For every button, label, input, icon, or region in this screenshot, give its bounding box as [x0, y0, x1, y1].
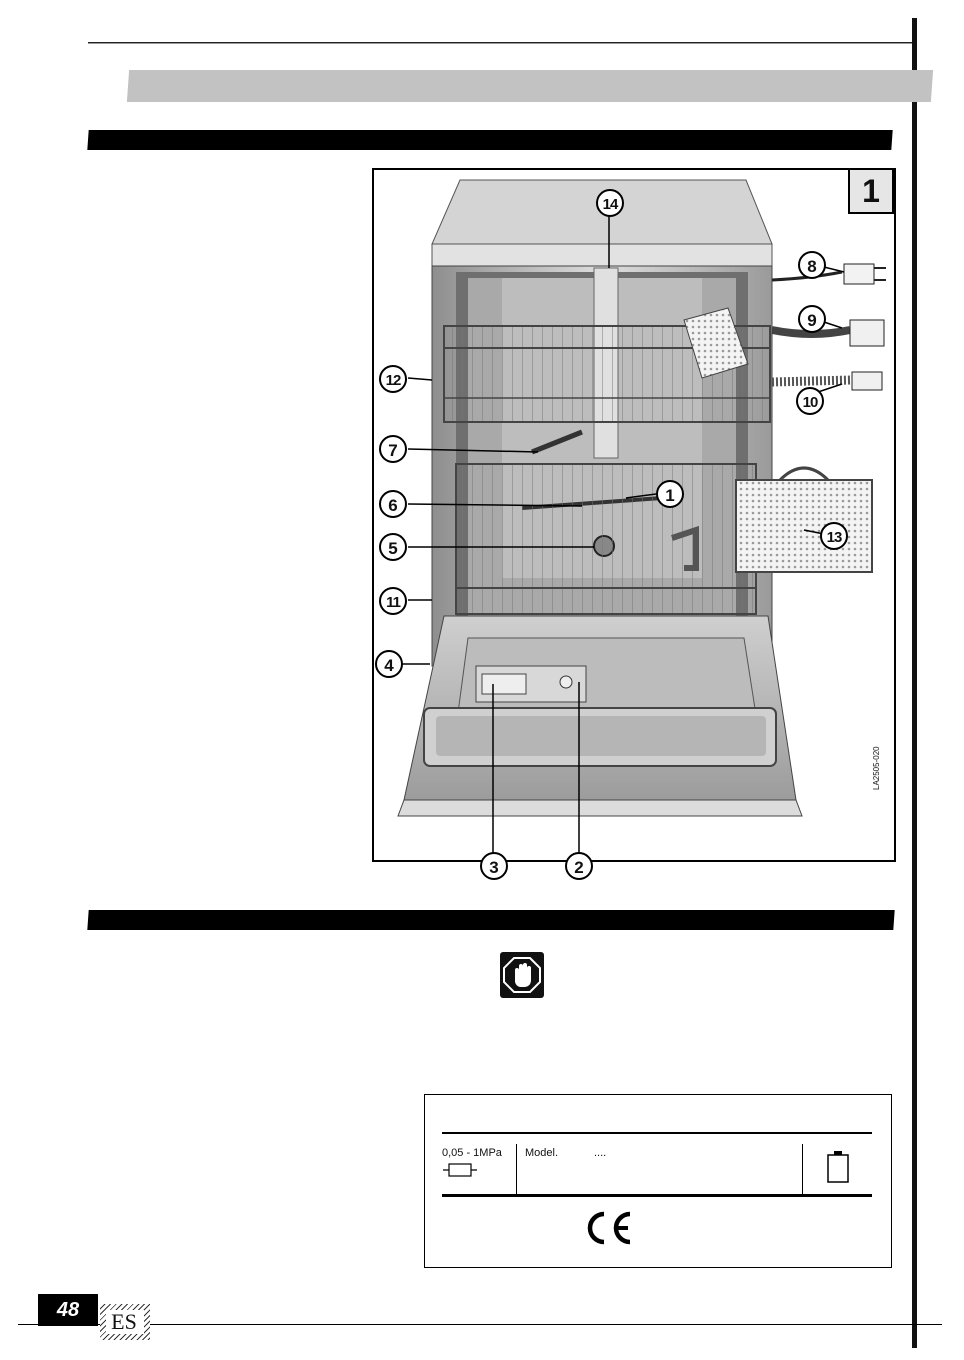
- callout-11: 11: [379, 587, 407, 615]
- callout-5: 5: [379, 533, 407, 561]
- callout-10: 10: [796, 387, 824, 415]
- page-number: 48: [38, 1294, 98, 1326]
- section-header-band: [87, 910, 894, 930]
- stop-hand-icon: [500, 952, 544, 998]
- callout-6: 6: [379, 490, 407, 518]
- callout-9: 9: [798, 305, 826, 333]
- language-code: ES: [111, 1309, 137, 1334]
- plate-divider: [442, 1194, 872, 1197]
- model-label: Model.: [525, 1147, 559, 1159]
- top-rule: [88, 42, 914, 44]
- rating-plate: [424, 1094, 892, 1268]
- bottom-rule: [18, 1324, 942, 1325]
- page-edge-bar: [912, 18, 917, 1348]
- pressure-rating: 0,05 - 1MPa: [442, 1147, 502, 1159]
- callout-8: 8: [798, 251, 826, 279]
- callout-13: 13: [820, 522, 848, 550]
- callout-4: 4: [375, 650, 403, 678]
- plate-divider: [516, 1144, 517, 1194]
- chapter-header-band: [127, 70, 933, 102]
- callout-1: 1: [656, 480, 684, 508]
- callout-3: 3: [480, 852, 508, 880]
- callout-2: 2: [565, 852, 593, 880]
- figure-number: 1: [848, 168, 894, 214]
- callout-12: 12: [379, 365, 407, 393]
- model-value: ....: [594, 1147, 607, 1159]
- fuse-icon: [443, 1162, 477, 1183]
- drawing-code: LA2505-020: [872, 746, 881, 790]
- battery-icon: [826, 1150, 850, 1189]
- ce-mark-icon: [580, 1208, 634, 1253]
- callout-7: 7: [379, 435, 407, 463]
- plate-divider: [802, 1144, 803, 1194]
- section-header-band: [87, 130, 892, 150]
- callout-14: 14: [596, 189, 624, 217]
- plate-divider: [442, 1132, 872, 1134]
